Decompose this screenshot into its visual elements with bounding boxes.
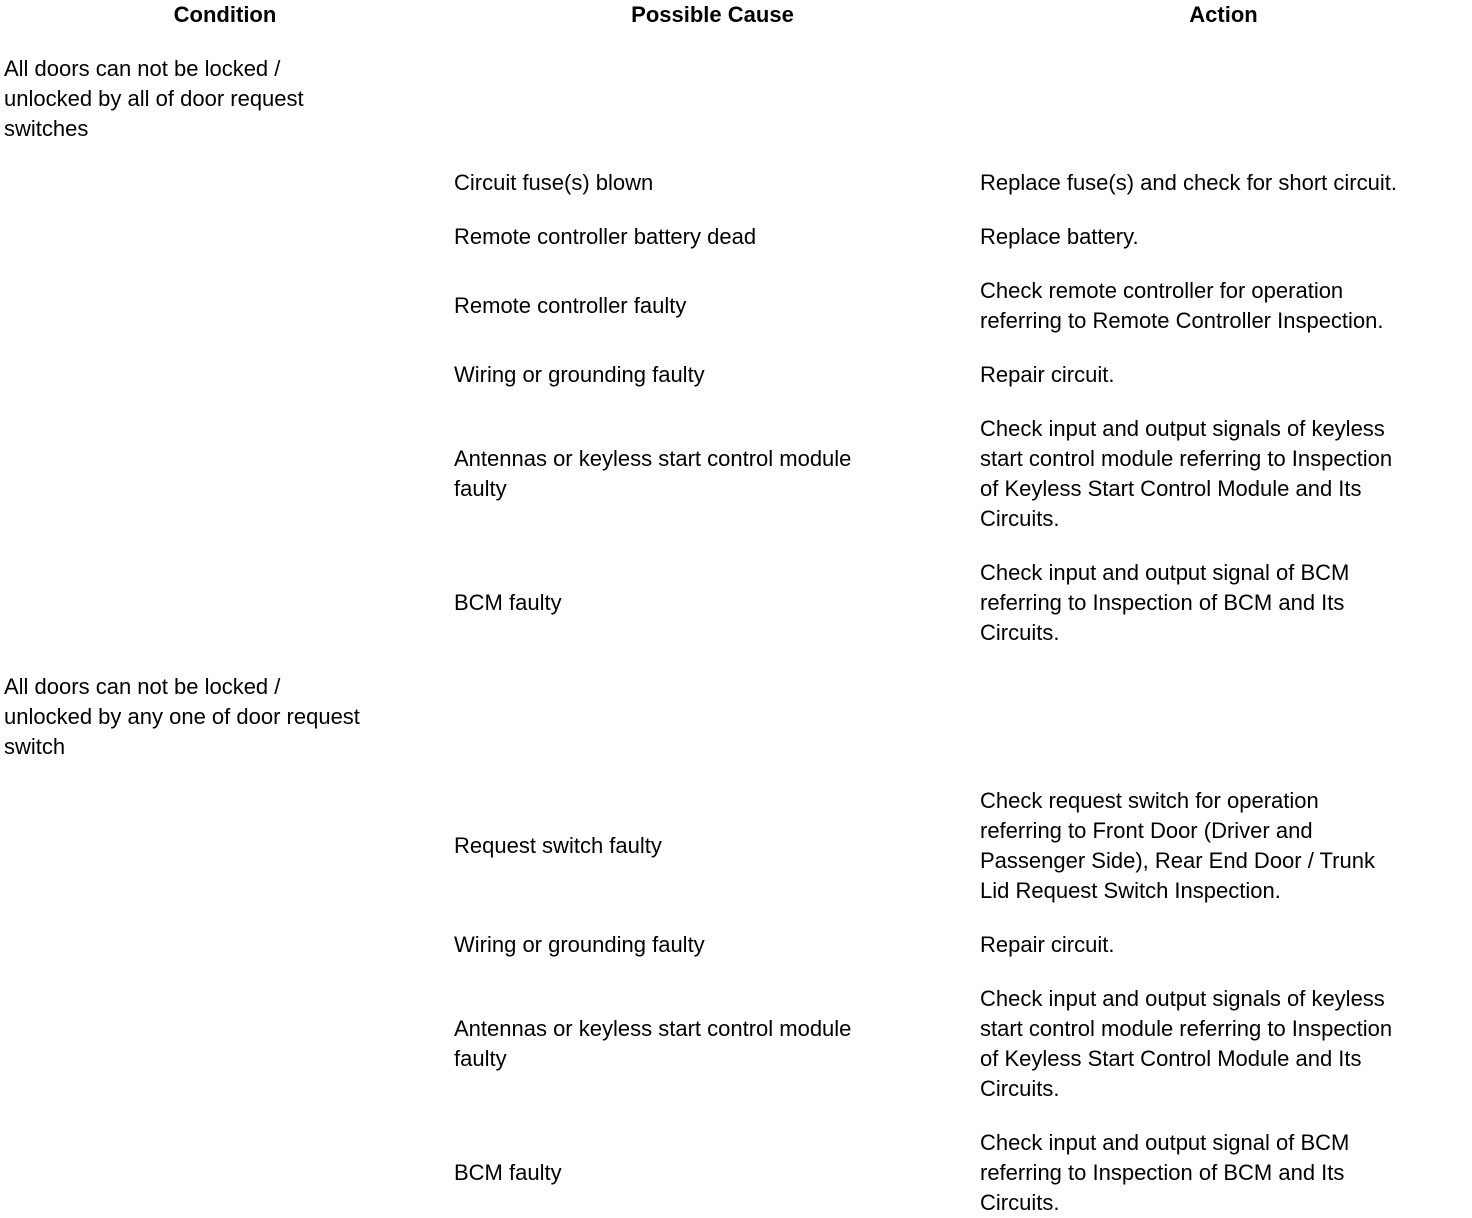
row-spacer	[0, 906, 1472, 930]
empty-condition-cell	[0, 558, 450, 648]
action-cell-line: Replace fuse(s) and check for short circuit.	[980, 170, 1397, 195]
condition-cell-line: switch	[4, 734, 66, 759]
spacer-cell	[450, 762, 975, 786]
row-spacer	[0, 648, 1472, 672]
spacer-cell	[0, 30, 450, 54]
action-cell-line: start control module referring to Inspection	[980, 446, 1393, 471]
spacer-cell	[0, 648, 450, 672]
action-cell-line: Lid Request Switch Inspection.	[980, 878, 1281, 903]
spacer-cell	[0, 198, 450, 222]
action-cell-line: Circuits.	[980, 620, 1060, 645]
empty-condition-cell	[0, 984, 450, 1104]
spacer-cell	[450, 144, 975, 168]
spacer-cell	[450, 336, 975, 360]
spacer-cell	[450, 198, 975, 222]
action-cell-line: Check input and output signals of keyless	[980, 416, 1385, 441]
empty-condition-cell	[0, 1128, 450, 1218]
action-cell-line: Check remote controller for operation	[980, 278, 1344, 303]
row-spacer	[0, 252, 1472, 276]
row-spacer	[0, 336, 1472, 360]
table-body	[0, 30, 1472, 1218]
action-cell	[975, 414, 1472, 534]
cause-row	[0, 930, 1472, 960]
action-cell-line: start control module referring to Inspection	[980, 1016, 1393, 1041]
spacer-cell	[0, 144, 450, 168]
action-cell-line: referring to Inspection of BCM and Its	[980, 590, 1345, 615]
spacer-cell	[450, 252, 975, 276]
action-cell-line: Circuits.	[980, 506, 1060, 531]
cause-cell-line: Remote controller faulty	[454, 293, 687, 318]
cause-cell	[450, 414, 975, 534]
spacer-cell	[450, 30, 975, 54]
spacer-cell	[975, 762, 1472, 786]
spacer-cell	[975, 906, 1472, 930]
action-cell	[975, 276, 1472, 336]
header-action: Action	[1189, 2, 1258, 27]
action-cell	[975, 360, 1472, 390]
cause-row	[0, 414, 1472, 534]
action-cell-line: referring to Front Door (Driver and	[980, 818, 1313, 843]
header-row	[0, 0, 1472, 30]
cause-cell	[450, 786, 975, 906]
action-cell-line: Check request switch for operation	[980, 788, 1319, 813]
empty-condition-cell	[0, 360, 450, 390]
row-spacer	[0, 30, 1472, 54]
condition-cell	[0, 672, 450, 762]
spacer-cell	[450, 960, 975, 984]
condition-cell	[0, 54, 450, 144]
cause-row	[0, 276, 1472, 336]
spacer-cell	[0, 534, 450, 558]
action-cell	[975, 984, 1472, 1104]
action-cell-line: referring to Inspection of BCM and Its	[980, 1160, 1345, 1185]
row-spacer	[0, 762, 1472, 786]
action-cell-line: Replace battery.	[980, 224, 1139, 249]
spacer-cell	[0, 390, 450, 414]
cause-cell-line: faulty	[454, 1046, 507, 1071]
spacer-cell	[0, 252, 450, 276]
cause-row	[0, 1128, 1472, 1218]
cause-row	[0, 222, 1472, 252]
condition-cell-line: All doors can not be locked /	[4, 674, 281, 699]
row-spacer	[0, 390, 1472, 414]
spacer-cell	[975, 648, 1472, 672]
cause-cell	[450, 930, 975, 960]
condition-cell-line: unlocked by any one of door request	[4, 704, 360, 729]
empty-action-cell	[975, 672, 1472, 762]
spacer-cell	[975, 390, 1472, 414]
cause-cell	[450, 168, 975, 198]
condition-row	[0, 672, 1472, 762]
cause-cell-line: Request switch faulty	[454, 833, 662, 858]
cause-cell-line: Antennas or keyless start control module	[454, 1016, 852, 1041]
condition-cell-line: All doors can not be locked /	[4, 56, 281, 81]
action-cell	[975, 930, 1472, 960]
action-cell-line: Check input and output signals of keyless	[980, 986, 1385, 1011]
action-cell-line: Repair circuit.	[980, 362, 1115, 387]
cause-row	[0, 558, 1472, 648]
header-possible-cause: Possible Cause	[631, 2, 794, 27]
cause-cell	[450, 1128, 975, 1218]
condition-row	[0, 54, 1472, 144]
spacer-cell	[975, 30, 1472, 54]
spacer-cell	[0, 960, 450, 984]
spacer-cell	[975, 252, 1472, 276]
spacer-cell	[0, 762, 450, 786]
empty-condition-cell	[0, 222, 450, 252]
action-cell	[975, 222, 1472, 252]
action-cell	[975, 558, 1472, 648]
action-cell-line: of Keyless Start Control Module and Its	[980, 1046, 1362, 1071]
spacer-cell	[450, 534, 975, 558]
spacer-cell	[975, 198, 1472, 222]
cause-cell-line: BCM faulty	[454, 590, 562, 615]
cause-cell	[450, 360, 975, 390]
cause-row	[0, 168, 1472, 198]
empty-condition-cell	[0, 414, 450, 534]
spacer-cell	[450, 648, 975, 672]
cause-cell	[450, 558, 975, 648]
cause-cell-line: Wiring or grounding faulty	[454, 932, 705, 957]
empty-condition-cell	[0, 930, 450, 960]
cause-cell	[450, 222, 975, 252]
cause-cell	[450, 276, 975, 336]
action-cell	[975, 1128, 1472, 1218]
cause-row	[0, 984, 1472, 1104]
row-spacer	[0, 1104, 1472, 1128]
cause-cell-line: Circuit fuse(s) blown	[454, 170, 654, 195]
empty-action-cell	[975, 54, 1472, 144]
empty-condition-cell	[0, 786, 450, 906]
row-spacer	[0, 198, 1472, 222]
cause-cell-line: Antennas or keyless start control module	[454, 446, 852, 471]
row-spacer	[0, 144, 1472, 168]
cause-row	[0, 360, 1472, 390]
spacer-cell	[0, 1104, 450, 1128]
action-cell	[975, 786, 1472, 906]
action-cell-line: Check input and output signal of BCM	[980, 560, 1350, 585]
action-cell-line: of Keyless Start Control Module and Its	[980, 476, 1362, 501]
spacer-cell	[975, 960, 1472, 984]
cause-cell-line: faulty	[454, 476, 507, 501]
cause-cell-line: BCM faulty	[454, 1160, 562, 1185]
action-cell-line: Repair circuit.	[980, 932, 1115, 957]
action-cell-line: referring to Remote Controller Inspection.	[980, 308, 1384, 333]
action-cell-line: Check input and output signal of BCM	[980, 1130, 1350, 1155]
action-cell	[975, 168, 1472, 198]
spacer-cell	[0, 906, 450, 930]
empty-condition-cell	[0, 168, 450, 198]
spacer-cell	[450, 906, 975, 930]
action-cell-line: Circuits.	[980, 1190, 1060, 1215]
action-cell-line: Passenger Side), Rear End Door / Trunk	[980, 848, 1375, 873]
condition-cell-line: switches	[4, 116, 89, 141]
row-spacer	[0, 960, 1472, 984]
action-cell-line: Circuits.	[980, 1076, 1060, 1101]
spacer-cell	[450, 1104, 975, 1128]
row-spacer	[0, 534, 1472, 558]
spacer-cell	[975, 1104, 1472, 1128]
header-condition: Condition	[173, 2, 277, 27]
spacer-cell	[975, 144, 1472, 168]
cause-cell-line: Wiring or grounding faulty	[454, 362, 705, 387]
empty-cause-cell	[450, 672, 975, 762]
spacer-cell	[0, 336, 450, 360]
spacer-cell	[450, 390, 975, 414]
condition-cell-line: unlocked by all of door request	[4, 86, 304, 111]
empty-condition-cell	[0, 276, 450, 336]
cause-cell	[450, 984, 975, 1104]
empty-cause-cell	[450, 54, 975, 144]
spacer-cell	[975, 534, 1472, 558]
cause-row	[0, 786, 1472, 906]
cause-cell-line: Remote controller battery dead	[454, 224, 757, 249]
spacer-cell	[975, 336, 1472, 360]
